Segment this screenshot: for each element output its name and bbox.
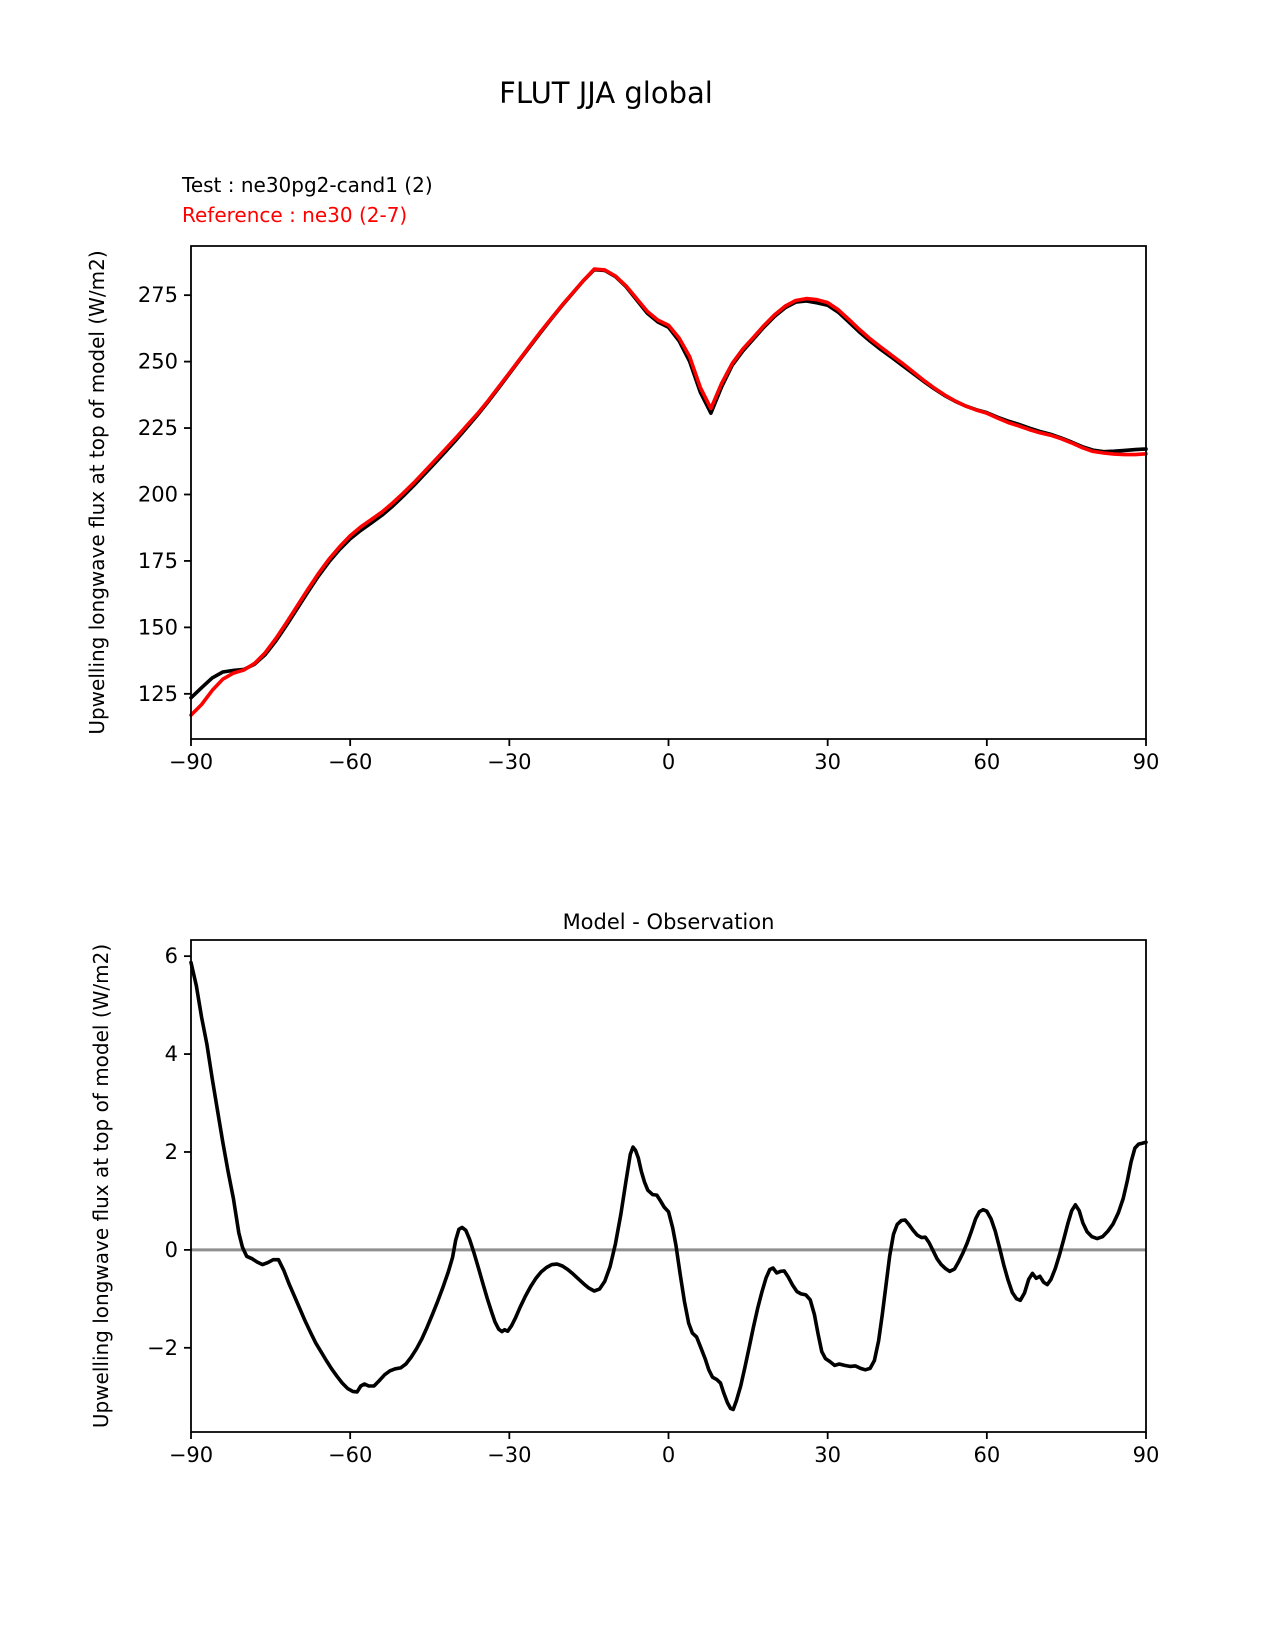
x-tick-label: 90: [1132, 1443, 1160, 1467]
legend: [182, 170, 433, 230]
x-tick-label: 30: [814, 750, 842, 774]
x-tick-label: 60: [973, 1443, 1001, 1467]
x-tick-label: 90: [1132, 750, 1160, 774]
y-tick-label: 4: [164, 1042, 178, 1067]
bottom-chart-model-minus-observation: [0, 860, 1275, 1540]
y-tick-label: 175: [137, 548, 178, 573]
y-tick-label: 225: [137, 416, 178, 441]
y-tick-label: 250: [137, 349, 178, 374]
axes-frame: [191, 246, 1146, 739]
y-tick-label: 125: [137, 681, 178, 706]
x-tick-label: −30: [487, 1443, 532, 1467]
y-tick-label: 2: [164, 1139, 178, 1164]
y-tick-label: −2: [147, 1335, 178, 1360]
test-line: [191, 270, 1146, 698]
y-tick-label: 150: [137, 615, 178, 640]
reference-line: [191, 269, 1146, 715]
x-tick-label: −60: [328, 1443, 373, 1467]
figure-title: FLUT JJA global: [499, 76, 713, 110]
top-chart-zonal-mean-flux: [0, 230, 1275, 790]
y-tick-label: 0: [164, 1237, 178, 1262]
y-tick-label: 275: [137, 283, 178, 308]
y-axis-label: Upwelling longwave flux at top of model (W/m2): [89, 943, 113, 1429]
y-tick-label: 6: [164, 944, 178, 969]
x-tick-label: 0: [661, 1443, 676, 1467]
axes-title: Model - Observation: [562, 910, 775, 934]
y-axis-label: Upwelling longwave flux at top of model (W/m2): [85, 250, 109, 735]
difference-line: [191, 963, 1146, 1410]
x-tick-label: −60: [328, 750, 373, 774]
x-tick-label: 0: [661, 750, 676, 774]
legend-reference-label: Reference : ne30 (2-7): [182, 203, 408, 227]
y-tick-label: 200: [137, 482, 178, 507]
x-tick-label: −90: [168, 750, 214, 774]
x-tick-label: −30: [487, 750, 532, 774]
x-tick-label: 30: [814, 1443, 842, 1467]
x-tick-label: −90: [168, 1443, 214, 1467]
x-tick-label: 60: [973, 750, 1001, 774]
legend-test-label: Test : ne30pg2-cand1 (2): [182, 173, 433, 197]
axes-frame: [191, 940, 1146, 1432]
